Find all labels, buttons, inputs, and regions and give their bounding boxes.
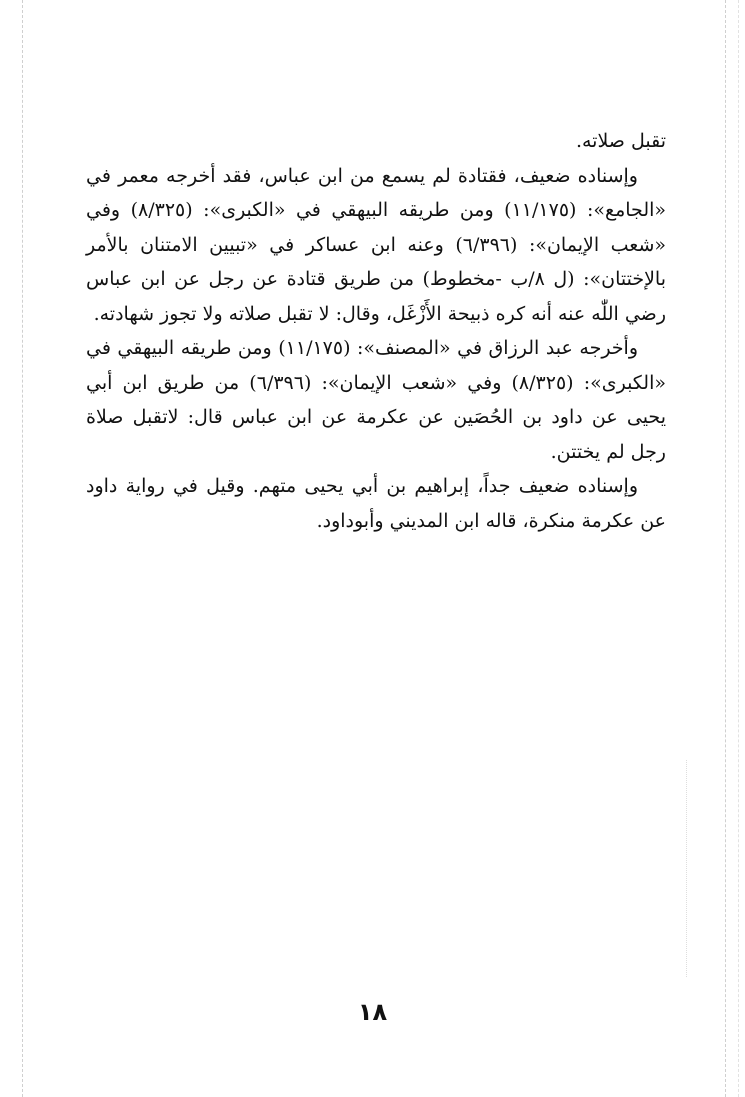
- paragraph-continuation: تقبل صلاته.: [575, 130, 666, 152]
- body-text: [86, 124, 666, 538]
- page-number: ١٨: [357, 998, 388, 1026]
- paragraph-qatada-chain: وإسناده ضعيف، فقتادة لم يسمع من ابن عباس، فقد أخرجه معمر في «الجامع»: (١١/١٧٥) ومن طريقه البيهقي في «الكبرى»: (٨/٣٢٥) وفي «شعب الإيمان»: (٦/٣٩٦) وعنه ابن عساكر في «تبيين الامتنان بالأمر بالإختتان»: (ل ٨/ب -مخطوط) من طريق قتادة عن رجل عن ابن عباس رضي اللّٰه عنه أنه كره ذبيحة الأَزْغَل، وقال: لا تقبل صلاته ولا تجوز شهادته.: [86, 164, 667, 325]
- outer-margin-guide: [738, 0, 739, 1097]
- paragraph-abdulrazzaq-chain: وأخرجه عبد الرزاق في «المصنف»: (١١/١٧٥) ومن طريقه البيهقي في «الكبرى»: (٨/٣٢٥) وفي «شعب الإيمان»: (٦/٣٩٦) من طريق ابن أبي يحيى عن داود بن الحُصَين عن عكرمة عن ابن عباس قال: لاتقبل صلاة رجل لم يختتن.: [86, 337, 666, 463]
- inner-margin-guide: [686, 760, 687, 977]
- right-margin-guide: [725, 0, 726, 1097]
- left-margin-guide: [22, 0, 23, 1097]
- paragraph-isnad-verdict: وإسناده ضعيف جداً، إبراهيم بن أبي يحيى متهم. وقيل في رواية داود عن عكرمة منكرة، قاله ابن المديني وأبوداود.: [86, 475, 666, 532]
